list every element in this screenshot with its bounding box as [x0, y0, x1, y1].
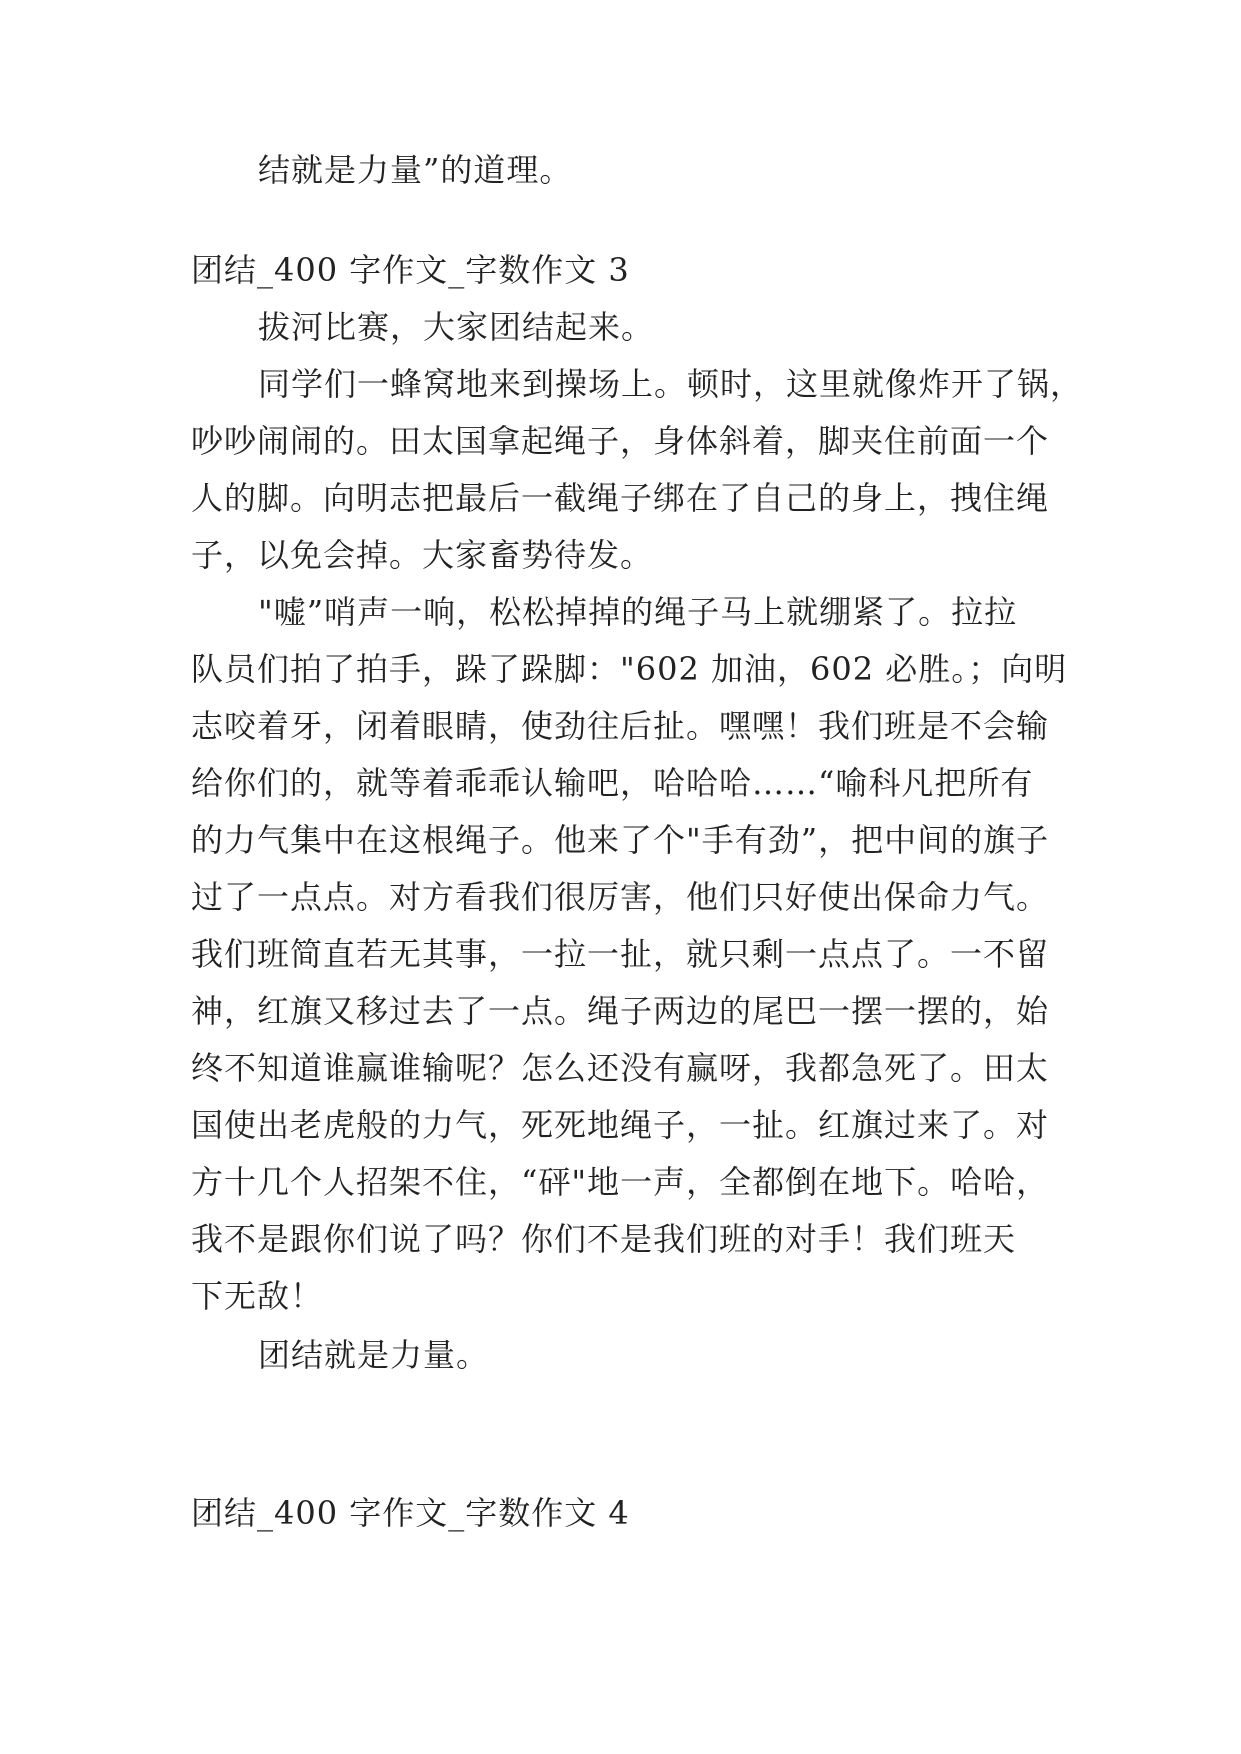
- paragraph-3-line: 我不是跟你们说了吗？你们不是我们班的对手！我们班天: [191, 1220, 1017, 1258]
- paragraph-3-line: 我们班简直若无其事，一拉一扯，就只剩一点点了。一不留: [191, 935, 1050, 973]
- paragraph-3-line: 队员们拍了拍手，跺了跺脚："602 加油，602 必胜。；向明: [191, 650, 1068, 688]
- paragraph-1: 拔河比赛，大家团结起来。: [258, 308, 655, 346]
- paragraph-2-line: 人的脚。向明志把最后一截绳子绑在了自己的身上，拽住绳: [191, 479, 1050, 517]
- paragraph-3-line: 方十几个人招架不住，“砰"地一声，全都倒在地下。哈哈，: [191, 1163, 1050, 1201]
- paragraph-2-line: 子，以免会掉。大家畜势待发。: [191, 536, 654, 574]
- paragraph-2-line: 吵吵闹闹的。田太国拿起绳子，身体斜着，脚夹住前面一个: [191, 422, 1050, 460]
- paragraph-3-line: "嘘”哨声一响，松松掉掉的绳子马上就绷紧了。拉拉: [258, 593, 1018, 631]
- section-4-heading: 团结_400 字作文_字数作文 4: [191, 1494, 630, 1532]
- paragraph-3-line: 终不知道谁赢谁输呢？怎么还没有赢呀，我都急死了。田太: [191, 1049, 1050, 1087]
- continuation-line: 结就是力量”的道理。: [258, 151, 573, 189]
- paragraph-3-line: 国使出老虎般的力气，死死地绳子，一扯。红旗过来了。对: [191, 1106, 1050, 1144]
- paragraph-3-line: 下无敌！: [191, 1277, 324, 1315]
- paragraph-3-line: 的力气集中在这根绳子。他来了个"手有劲”，把中间的旗子: [191, 821, 1050, 859]
- paragraph-3-line: 给你们的，就等着乖乖认输吧，哈哈哈……“喻科凡把所有: [191, 764, 1034, 802]
- paragraph-3-line: 神，红旗又移过去了一点。绳子两边的尾巴一摆一摆的，始: [191, 992, 1050, 1030]
- paragraph-3-line: 过了一点点。对方看我们很厉害，他们只好使出保命力气。: [191, 878, 1050, 916]
- paragraph-4: 团结就是力量。: [258, 1336, 490, 1374]
- paragraph-3-line: 志咬着牙，闭着眼睛，使劲往后扯。嘿嘿！我们班是不会输: [191, 707, 1050, 745]
- section-3-heading: 团结_400 字作文_字数作文 3: [191, 251, 630, 289]
- paragraph-2-line: 同学们一蜂窝地来到操场上。顿时，这里就像炸开了锅，: [258, 365, 1084, 403]
